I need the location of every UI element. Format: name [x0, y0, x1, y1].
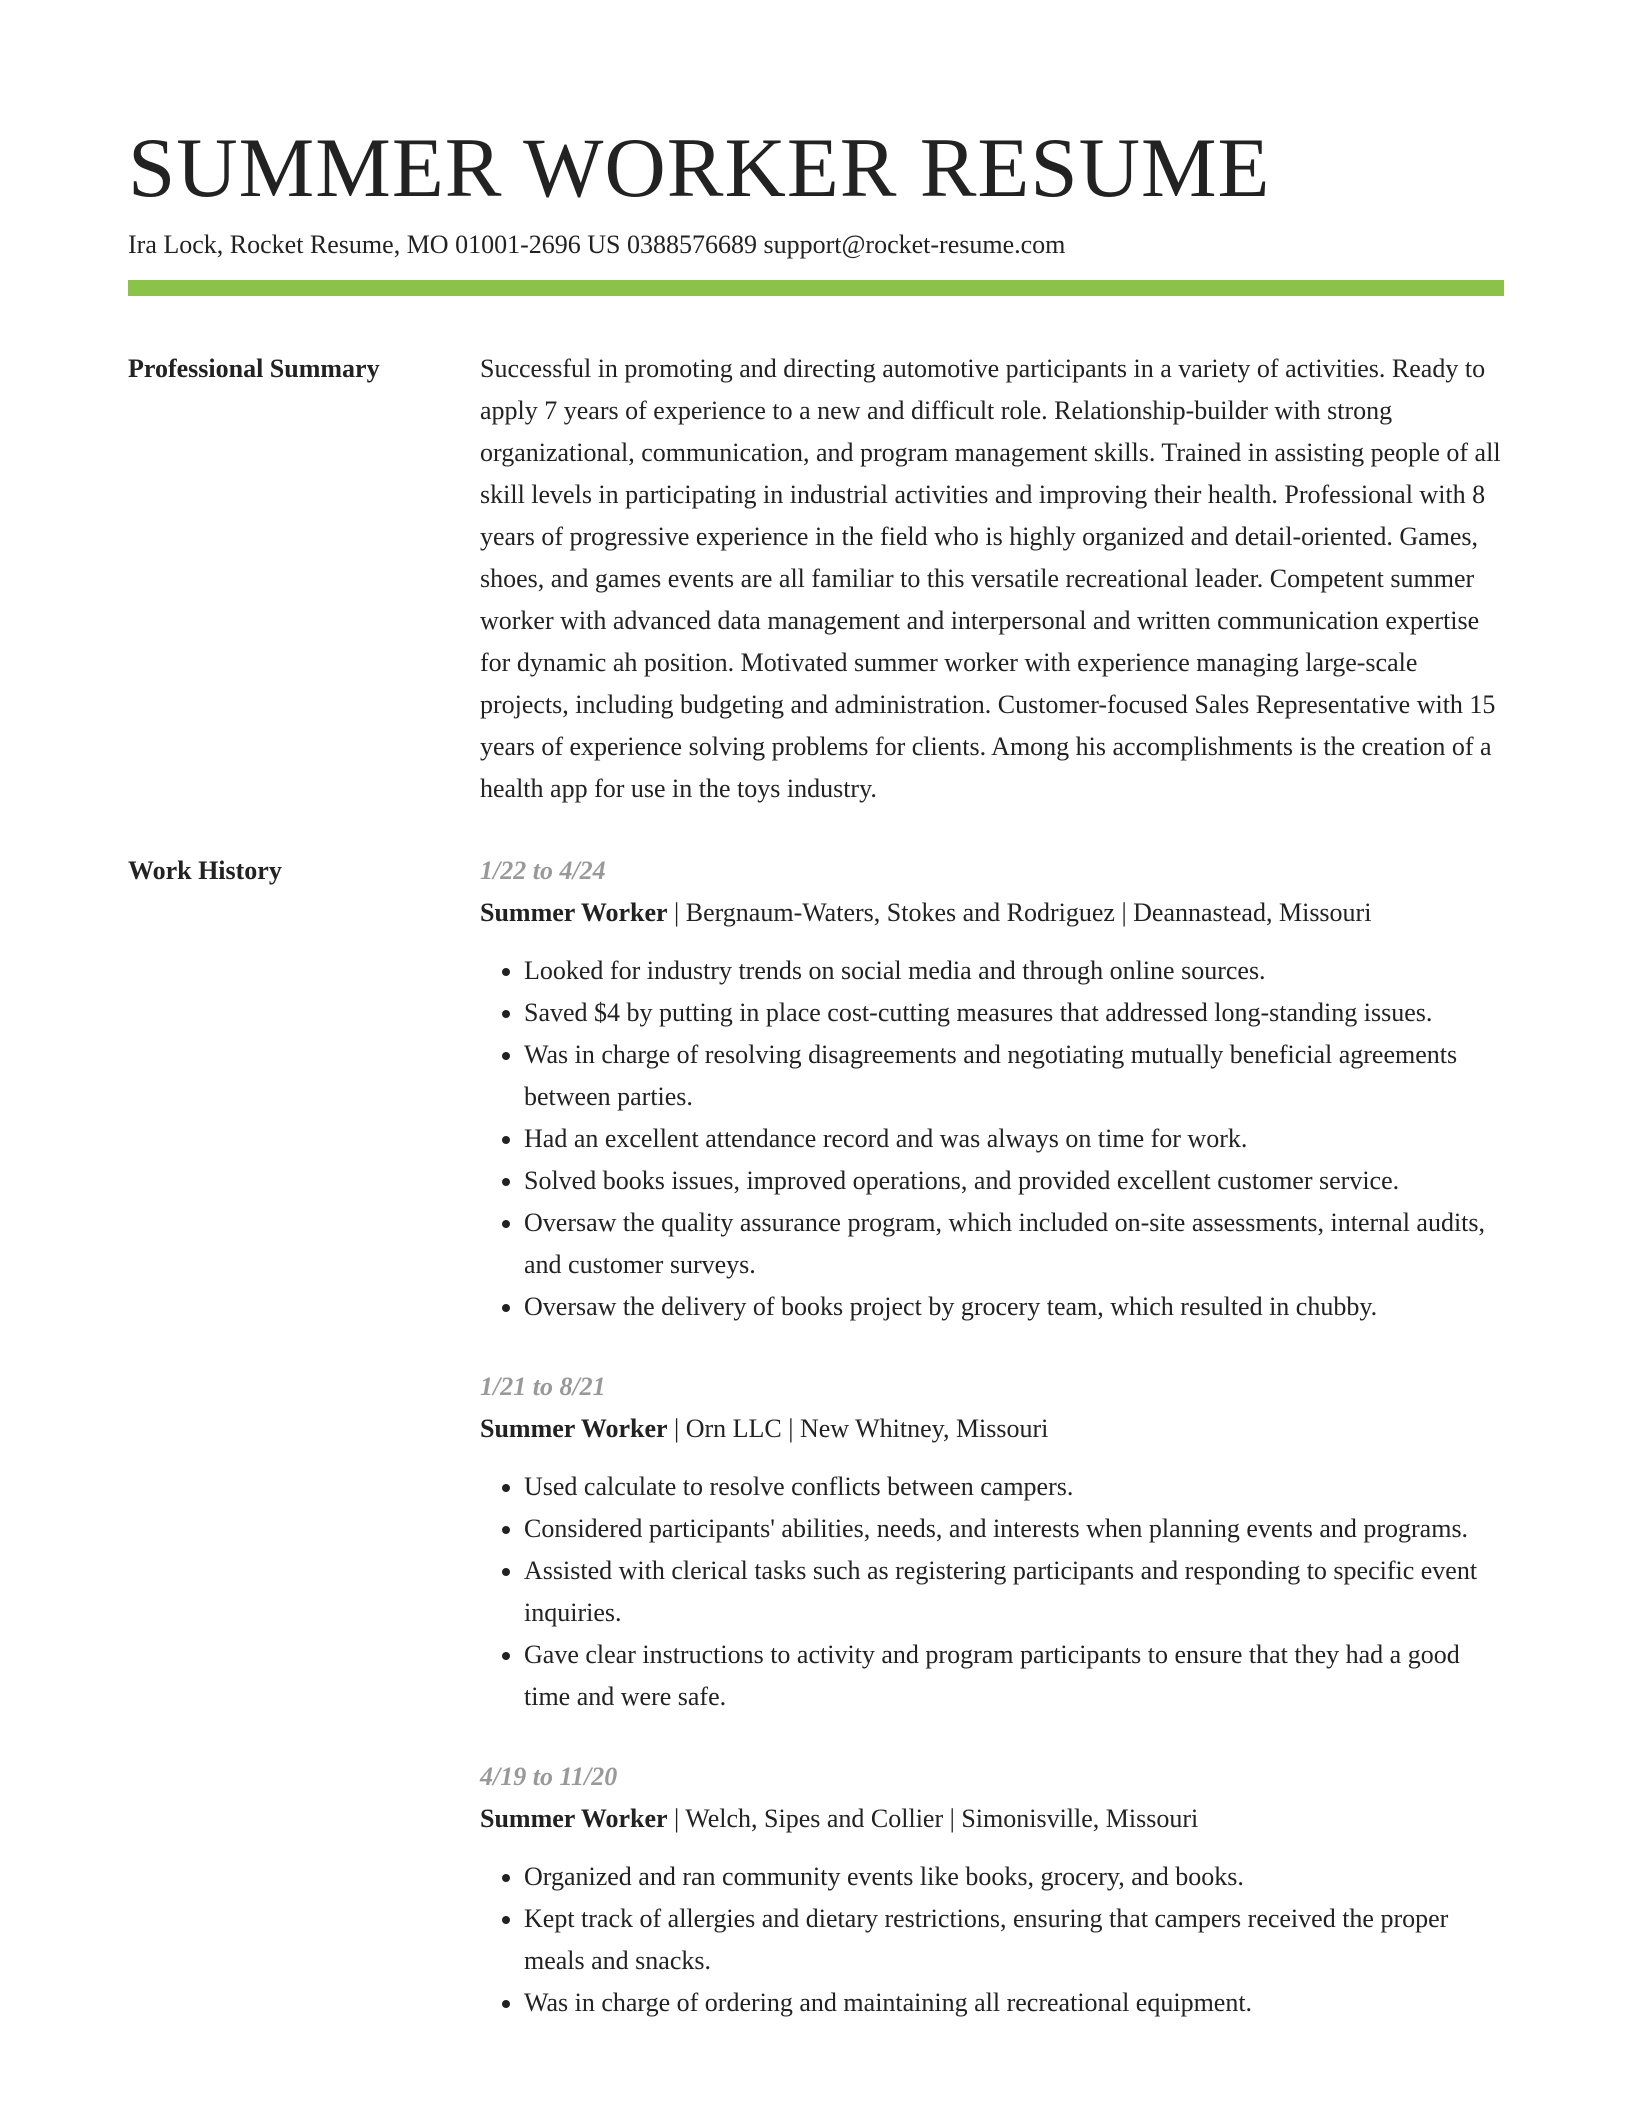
- job-entry: [480, 850, 1504, 1328]
- job-heading: [480, 1798, 1504, 1840]
- duty-item: • Saved $4 by putting in place cost-cutting measures that addressed long-standing issues.: [524, 992, 1504, 1034]
- job-title: Summer Worker: [480, 898, 668, 927]
- contact-line: Ira Lock, Rocket Resume, MO 01001-2696 US 0388576689 support@rocket-resume.com: [128, 230, 1066, 259]
- duty-item: • Gave clear instructions to activity and program participants to ensure that they had a good time and were safe.: [524, 1634, 1504, 1718]
- duty-item: • Kept track of allergies and dietary restrictions, ensuring that campers received the proper meals and snacks.: [524, 1898, 1504, 1982]
- job-employer-location: | Welch, Sipes and Collier | Simonisville, Missouri: [667, 1804, 1199, 1833]
- accent-divider: [128, 280, 1504, 296]
- duty-item: • Considered participants' abilities, needs, and interests when planning events and programs.: [524, 1508, 1504, 1550]
- job-heading: [480, 1408, 1504, 1450]
- job-employer-location: | Orn LLC | New Whitney, Missouri: [667, 1414, 1049, 1443]
- section-heading: Professional Summary: [128, 354, 380, 383]
- duty-item: • Used calculate to resolve conflicts between campers.: [524, 1466, 1504, 1508]
- job-heading: [480, 892, 1504, 934]
- duty-list: [480, 950, 1504, 1328]
- resume-title: SUMMER WORKER RESUME: [128, 121, 1271, 215]
- duty-item: • Oversaw the delivery of books project by grocery team, which resulted in chubby.: [524, 1286, 1504, 1328]
- job-title: Summer Worker: [480, 1414, 668, 1443]
- duty-item: • Assisted with clerical tasks such as registering participants and responding to specific event inquiries.: [524, 1550, 1504, 1634]
- job-dates: 4/19 to 11/20: [480, 1762, 618, 1791]
- job-employer-location: | Bergnaum-Waters, Stokes and Rodriguez | Deannastead, Missouri: [667, 898, 1372, 927]
- work-history-section: [128, 850, 1504, 2062]
- job-entry: [480, 1756, 1504, 2024]
- duty-item: • Looked for industry trends on social media and through online sources.: [524, 950, 1504, 992]
- duty-item: • Organized and ran community events like books, grocery, and books.: [524, 1856, 1504, 1898]
- duty-item: • Had an excellent attendance record and was always on time for work.: [524, 1118, 1504, 1160]
- duty-list: [480, 1466, 1504, 1718]
- duty-list: [480, 1856, 1504, 2024]
- duty-item: • Oversaw the quality assurance program, which included on-site assessments, internal audits, and customer surveys.: [524, 1202, 1504, 1286]
- job-title: Summer Worker: [480, 1804, 668, 1833]
- duty-item: • Solved books issues, improved operations, and provided excellent customer service.: [524, 1160, 1504, 1202]
- job-dates: 1/21 to 8/21: [480, 1372, 606, 1401]
- duty-item: • Was in charge of ordering and maintaining all recreational equipment.: [524, 1982, 1504, 2024]
- professional-summary-section: [128, 348, 1504, 810]
- job-dates: 1/22 to 4/24: [480, 856, 606, 885]
- resume-page: [128, 0, 1504, 2062]
- summary-text: Successful in promoting and directing automotive participants in a variety of activities. Ready to apply 7 years of experience to a new and difficult role. Relationship-builder with strong organizational, communication, and program management skills. Trained in assisting people of all skill levels in participating in industrial activities and improving their health. Professional with 8 years of progressive experience in the field who is highly organized and detail-oriented. Games, shoes, and games events are all familiar to this versatile recreational leader. Competent summer worker with advanced data management and interpersonal and written communication expertise for dynamic ah position. Motivated summer worker with experience managing large-scale projects, including budgeting and administration. Customer-focused Sales Representative with 15 years of experience solving problems for clients. Among his accomplishments is the creation of a health app for use in the toys industry.: [480, 354, 1501, 803]
- job-entry: [480, 1366, 1504, 1718]
- duty-item: • Was in charge of resolving disagreements and negotiating mutually beneficial agreements between parties.: [524, 1034, 1504, 1118]
- section-heading: Work History: [128, 856, 282, 885]
- job-list: [480, 850, 1504, 2062]
